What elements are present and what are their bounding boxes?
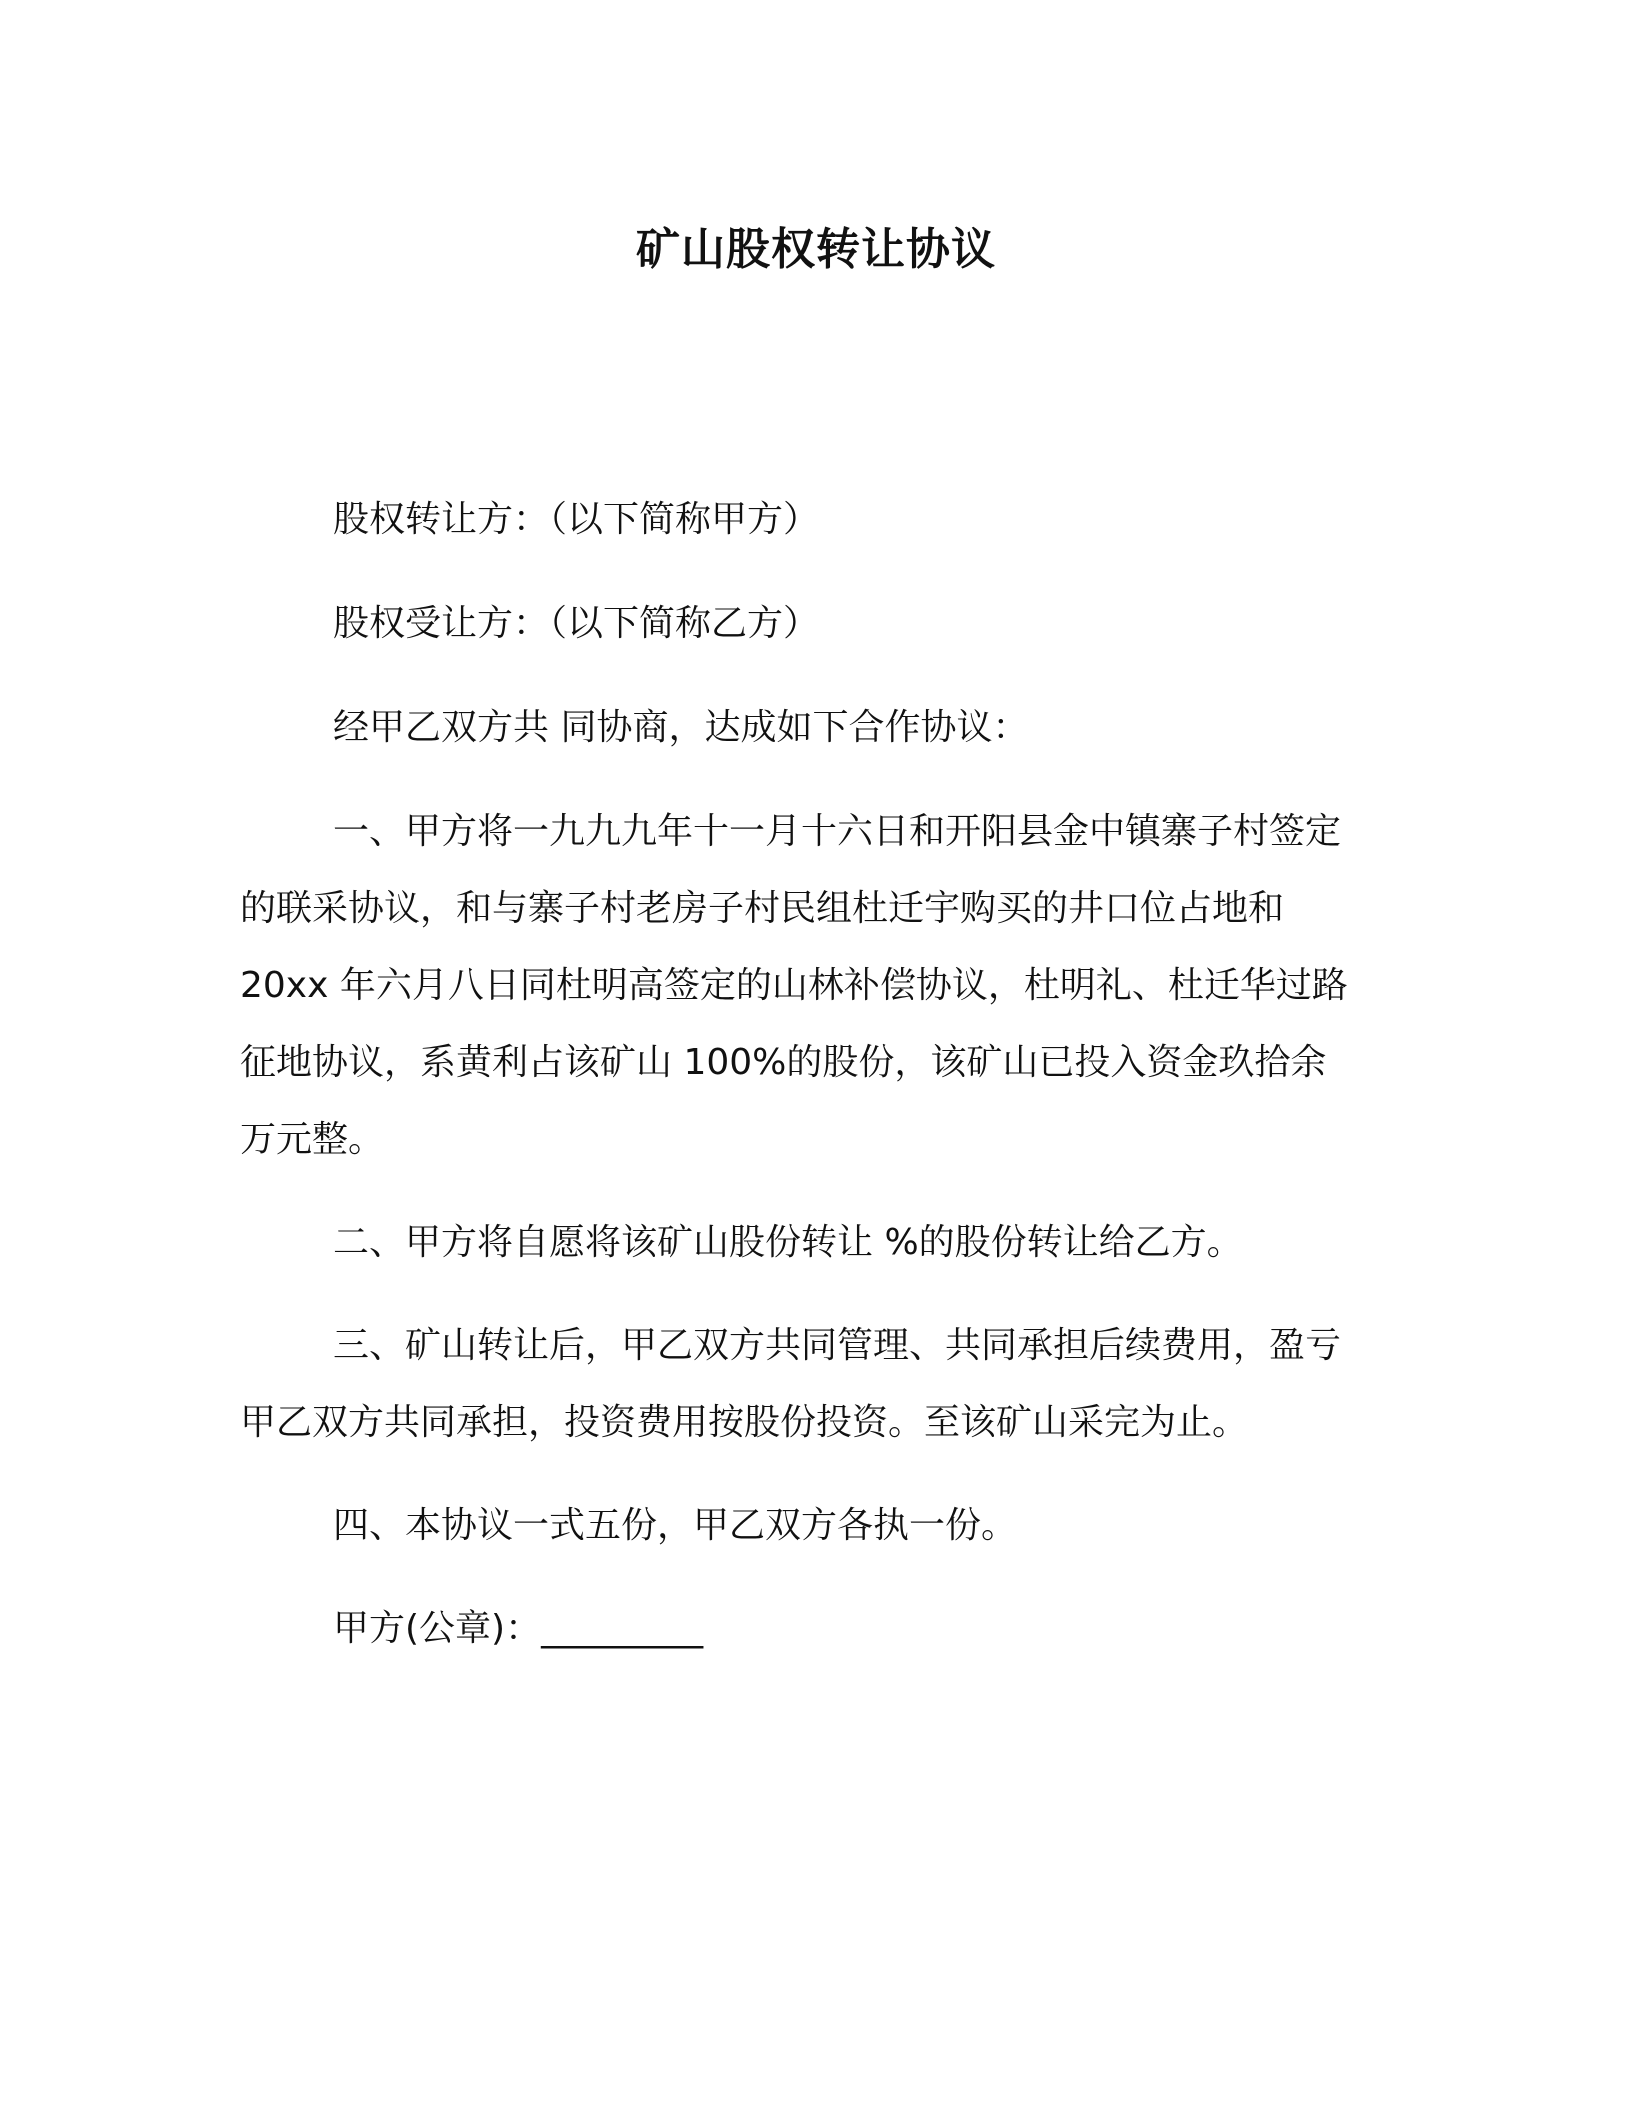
clause-1-line-5: 万元整。 [240,1119,385,1160]
clause-1-line-3: 20xx 年六月八日同杜明高签定的山林补偿协议，杜明礼、杜迁华过路 [240,965,1348,1006]
transferor-line: 股权转让方：（以下简称甲方） [333,499,820,540]
party-a-seal-line: 甲方(公章)：_________ [333,1608,704,1649]
preamble-line: 经甲乙双方共 同协商，达成如下合作协议： [333,707,1029,748]
clause-2-line: 二、甲方将自愿将该矿山股份转让 %的股份转让给乙方。 [333,1222,1243,1263]
clause-3-line-1: 三、矿山转让后，甲乙双方共同管理、共同承担后续费用，盈亏 [333,1325,1342,1366]
clause-1-line-2: 的联采协议，和与寨子村老房子村民组杜迁宇购买的井口位占地和 [240,888,1285,929]
document-title: 矿山股权转让协议 [636,224,996,275]
clause-4-line: 四、本协议一式五份，甲乙双方各执一份。 [333,1505,1018,1546]
transferee-line: 股权受让方：（以下简称乙方） [333,603,820,644]
clause-1-line-4: 征地协议，系黄利占该矿山 100%的股份，该矿山已投入资金玖拾余 [240,1042,1327,1083]
clause-1-line-1: 一、甲方将一九九九年十一月十六日和开阳县金中镇寨子村签定 [333,811,1342,852]
clause-3-line-2: 甲乙双方共同承担，投资费用按股份投资。至该矿山采完为止。 [240,1402,1249,1443]
